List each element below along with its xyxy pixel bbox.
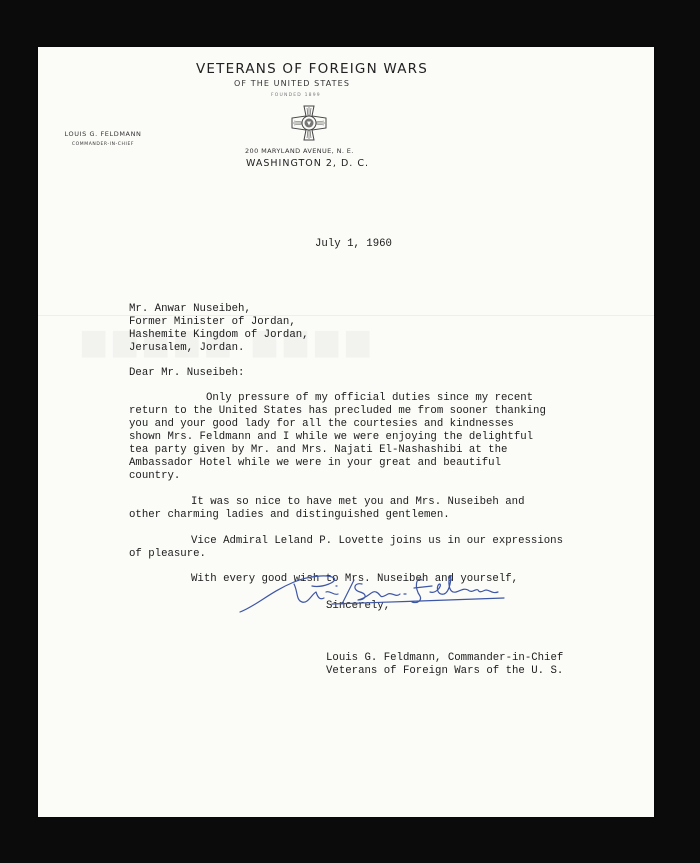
recipient-line: Hashemite Kingdom of Jordan, [129,329,309,341]
vfw-cross-emblem-icon [290,104,328,142]
recipient-line: Jerusalem, Jordan. [129,342,245,354]
letterhead-address: 200 MARYLAND AVENUE, N. E. [245,147,354,155]
letter-date: July 1, 1960 [315,238,392,250]
salutation: Dear Mr. Nuseibeh: [129,367,245,379]
letterhead-subtitle: OF THE UNITED STATES [234,79,350,88]
paragraph-2-line: other charming ladies and distinguished gentlemen. [129,509,450,521]
closing: Sincerely, [326,600,391,612]
paragraph-1-line: tea party given by Mr. and Mrs. Najati El-Nashashibi at the [129,444,508,456]
letterhead-city: WASHINGTON 2, D. C. [246,158,369,169]
officer-title: COMMANDER-IN-CHIEF [71,142,135,147]
paragraph-1-line: you and your good lady for all the courtesies and kindnesses [129,418,514,430]
paragraph-3-line: of pleasure. [129,548,206,560]
recipient-line: Former Minister of Jordan, [129,316,296,328]
paragraph-1-line: Ambassador Hotel while we were in your great and beautiful [129,457,501,469]
officer-name: LOUIS G. FELDMANN [64,130,142,138]
signature-block-line: Louis G. Feldmann, Commander-in-Chief [326,652,564,664]
officer-block [48,130,158,147]
paragraph-1-line: Only pressure of my official duties since my recent [206,392,534,404]
paragraph-1-line: country. [129,470,181,482]
recipient-line: Mr. Anwar Nuseibeh, [129,303,251,315]
paragraph-2-line: It was so nice to have met you and Mrs. Nuseibeh and [191,496,525,508]
handwritten-signature [236,568,508,616]
paragraph-1-line: return to the United States has precluded me from sooner thanking [129,405,546,417]
letterhead-founded: FOUNDED 1899 [271,93,321,98]
paragraph-1-line: shown Mrs. Feldmann and I while we were enjoying the delightful [129,431,534,443]
paragraph-4-line: With every good wish to Mrs. Nuseibeh and yourself, [191,573,519,585]
letterhead-title: VETERANS OF FOREIGN WARS [196,61,428,77]
signature-block-line: Veterans of Foreign Wars of the U. S. [326,665,564,677]
paragraph-3-line: Vice Admiral Leland P. Lovette joins us in our expressions [191,535,563,547]
